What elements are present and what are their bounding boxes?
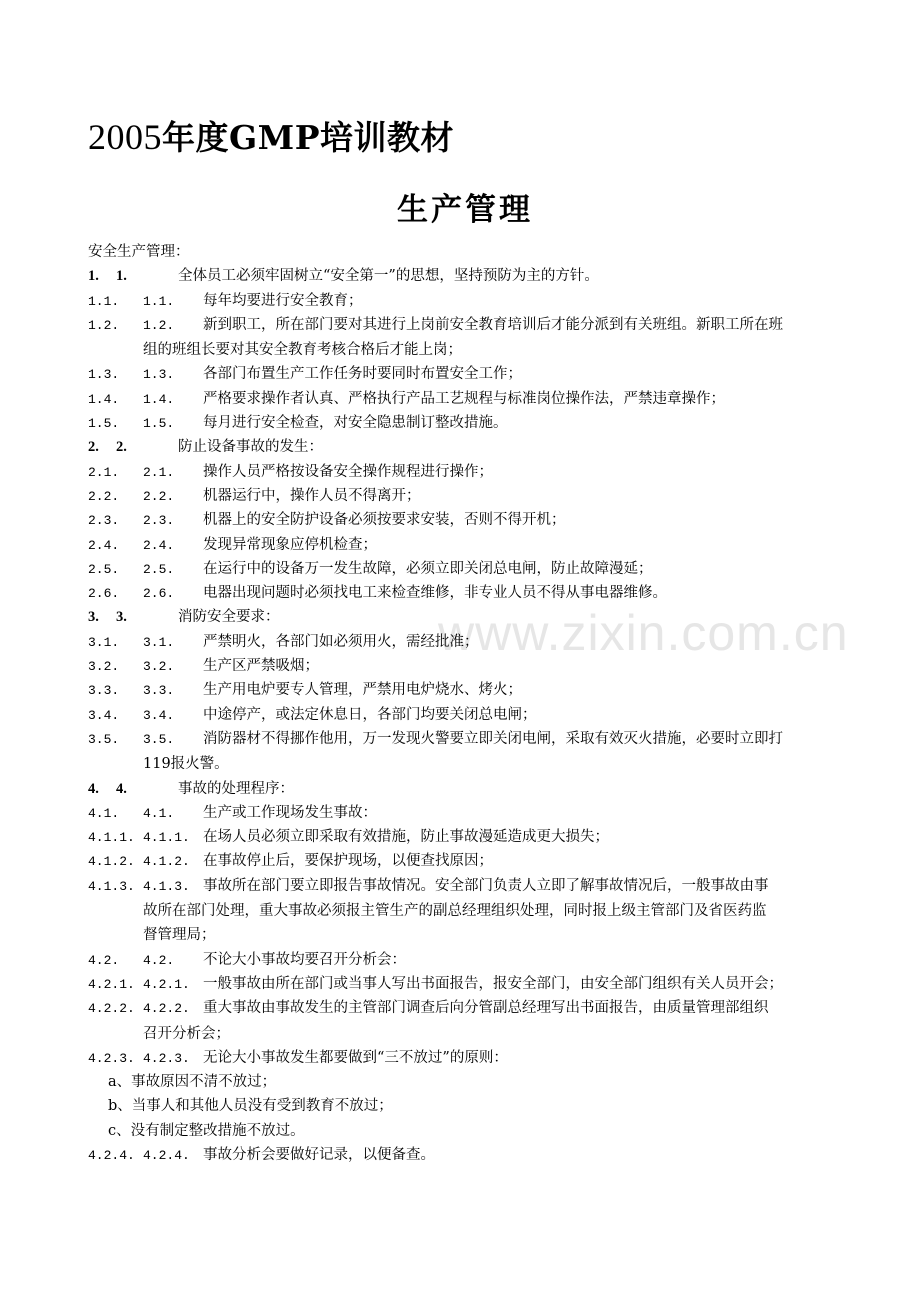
item-number: 4.2. — [88, 952, 120, 968]
item-number-repeat: 4.1. — [143, 805, 175, 821]
subsection-heading: 安全生产管理： — [88, 244, 190, 260]
list-item — [88, 557, 838, 581]
item-number: 4.1.2. — [88, 854, 135, 870]
list-item — [88, 1143, 838, 1167]
item-number-repeat: 1.2. — [143, 317, 175, 333]
item-number-repeat: 4.2.4. — [143, 1147, 190, 1163]
list-item — [88, 264, 838, 288]
item-number: 1. — [88, 268, 99, 285]
list-item — [88, 703, 838, 727]
item-number-repeat: 2.5. — [143, 561, 175, 577]
item-number: 4.2.2. — [88, 1001, 135, 1017]
item-number-repeat: 2.3. — [143, 513, 175, 529]
item-text: 每月进行安全检查，对安全隐患制订整改措施。 — [203, 415, 508, 432]
item-text: 在运行中的设备万一发生故障，必须立即关闭总电闸，防止故障漫延； — [203, 560, 653, 577]
item-text: 生产用电炉要专人管理，严禁用电炉烧水、烤火； — [203, 682, 522, 699]
watermark-text: www.zixin.com.cn — [438, 605, 849, 661]
item-number: 3.4. — [88, 707, 120, 723]
list-item — [88, 654, 838, 678]
item-number-repeat: 1.4. — [143, 391, 175, 407]
document-title — [88, 112, 454, 159]
item-number: 4.2.1. — [88, 976, 135, 992]
item-text: 机器上的安全防护设备必须按要求安装，否则不得开机； — [203, 512, 566, 529]
item-number-repeat: 4.2.2. — [143, 1001, 190, 1017]
item-number-repeat: 4.1.1. — [143, 830, 190, 846]
item-number: 2.6. — [88, 586, 120, 602]
item-number-repeat: 2.1. — [143, 464, 175, 480]
item-number-repeat: 4.2.1. — [143, 976, 190, 992]
item-number: 4.2.3. — [88, 1050, 135, 1066]
item-text: 消防器材不得挪作他用，万一发现火警要立即关闭电闸，采取有效灭火措施，必要时立即打 — [203, 730, 783, 747]
item-number-repeat: 4.2. — [143, 952, 175, 968]
item-number: 2.2. — [88, 488, 120, 504]
item-number: 2.3. — [88, 513, 120, 529]
item-text: 新到职工，所在部门要对其进行上岗前安全教育培训后才能分派到有关班组。新职工所在班 — [203, 316, 783, 333]
list-item — [88, 581, 838, 605]
item-number-repeat: 1.1. — [143, 293, 175, 309]
list-item — [88, 972, 838, 996]
item-number-repeat: 2.4. — [143, 537, 175, 553]
document-body — [88, 240, 838, 1167]
item-number-repeat: 1.3. — [143, 367, 175, 383]
list-item — [88, 777, 838, 801]
item-text: 各部门布置生产工作任务时要同时布置安全工作； — [203, 366, 522, 383]
item-number: 4.2.4. — [88, 1147, 135, 1163]
item-number: 4.1.3. — [88, 878, 135, 894]
item-number: 3. — [88, 609, 99, 626]
list-item — [88, 1046, 838, 1070]
item-text-continued: 故所在部门处理，重大事故必须报主管生产的副总经理组织处理，同时报上级主管部门及省医药监 — [143, 903, 767, 920]
list-item — [88, 630, 838, 654]
item-number: 1.1. — [88, 293, 120, 309]
list-item — [88, 801, 838, 825]
list-item — [88, 289, 838, 313]
item-text: 事故的处理程序： — [178, 780, 294, 797]
item-text: 在场人员必须立即采取有效措施，防止事故漫延造成更大损失； — [203, 829, 609, 846]
item-number-repeat: 2. — [116, 439, 127, 456]
list-sub-item: c、没有制定整改措施不放过。 — [108, 1122, 305, 1139]
title-text: 年度GMP培训教材 — [162, 118, 455, 157]
title-year: 2005 — [88, 117, 162, 157]
list-item — [88, 508, 838, 532]
item-text: 无论大小事故发生都要做到“三不放过”的原则： — [203, 1049, 508, 1066]
item-text: 防止设备事故的发生： — [178, 439, 323, 456]
item-text: 一般事故由所在部门或当事人写出书面报告，报安全部门，由安全部门组织有关人员开会； — [203, 975, 783, 992]
item-text: 重大事故由事故发生的主管部门调查后向分管副总经理写出书面报告，由质量管理部组织 — [203, 1000, 769, 1017]
item-number-repeat: 2.2. — [143, 488, 175, 504]
item-number: 3.2. — [88, 659, 120, 675]
item-text: 生产区严禁吸烟； — [203, 658, 319, 675]
item-number-repeat: 1. — [116, 268, 127, 285]
list-item — [88, 874, 838, 948]
list-item — [88, 533, 838, 557]
item-text: 每年均要进行安全教育； — [203, 292, 363, 309]
item-number-repeat: 3.4. — [143, 707, 175, 723]
item-text: 消防安全要求： — [178, 609, 280, 626]
item-text: 严格要求操作者认真、严格执行产品工艺规程与标准岗位操作法，严禁违章操作； — [203, 390, 725, 407]
list-item — [88, 362, 838, 386]
list-item — [88, 435, 838, 459]
item-number: 2. — [88, 439, 99, 456]
list-item — [88, 411, 838, 435]
item-text: 中途停产，或法定休息日，各部门均要关闭总电闸； — [203, 706, 537, 723]
item-number-repeat: 3.1. — [143, 634, 175, 650]
item-text-continued: 召开分析会； — [143, 1025, 230, 1042]
item-number: 3.3. — [88, 683, 120, 699]
item-number: 1.5. — [88, 416, 120, 432]
item-text: 生产或工作现场发生事故： — [203, 804, 377, 821]
section-title: 生产管理 — [397, 192, 533, 228]
list-item — [88, 948, 838, 972]
item-number-repeat: 2.6. — [143, 586, 175, 602]
item-text: 严禁明火，各部门如必须用火，需经批准； — [203, 633, 479, 650]
item-number: 2.1. — [88, 464, 120, 480]
item-number: 3.5. — [88, 731, 120, 747]
item-text: 全体员工必须牢固树立“安全第一”的思想，坚持预防为主的方针。 — [178, 268, 599, 285]
item-number: 2.5. — [88, 561, 120, 577]
item-number-repeat: 4.1.3. — [143, 878, 190, 894]
item-text: 操作人员严格按设备安全操作规程进行操作； — [203, 463, 493, 480]
item-text: 事故所在部门要立即报告事故情况。安全部门负责人立即了解事故情况后，一般事故由事 — [203, 877, 769, 894]
item-number-repeat: 4. — [116, 780, 127, 797]
item-number: 4. — [88, 780, 99, 797]
list-sub-item: b、当事人和其他人员没有受到教育不放过； — [108, 1098, 393, 1115]
item-number-repeat: 4.2.3. — [143, 1050, 190, 1066]
item-number-repeat: 1.5. — [143, 416, 175, 432]
item-text-continued: 督管理局； — [143, 927, 216, 944]
item-number: 1.4. — [88, 391, 120, 407]
item-number: 4.1. — [88, 805, 120, 821]
list-item — [88, 727, 838, 777]
list-item — [88, 996, 838, 1046]
list-item — [88, 313, 838, 363]
list-item — [88, 387, 838, 411]
item-number-repeat: 4.1.2. — [143, 854, 190, 870]
item-text: 发现异常现象应停机检查； — [203, 536, 377, 553]
item-number-repeat: 3. — [116, 609, 127, 626]
item-text: 电器出现问题时必须找电工来检查维修，非专业人员不得从事电器维修。 — [203, 585, 667, 602]
item-number: 1.3. — [88, 367, 120, 383]
item-number: 4.1.1. — [88, 830, 135, 846]
item-number-repeat: 3.5. — [143, 731, 175, 747]
list-item — [88, 605, 838, 629]
item-text: 在事故停止后，要保护现场，以便查找原因； — [203, 853, 493, 870]
item-number-repeat: 3.3. — [143, 683, 175, 699]
item-text-continued: 119报火警。 — [143, 756, 229, 773]
list-item — [88, 825, 838, 849]
list-sub-item: a、事故原因不清不放过； — [108, 1074, 277, 1091]
item-number-repeat: 3.2. — [143, 659, 175, 675]
list-item — [88, 678, 838, 702]
item-text: 不论大小事故均要召开分析会： — [203, 951, 406, 968]
item-number: 3.1. — [88, 634, 120, 650]
list-item — [88, 849, 838, 873]
list-item — [88, 460, 838, 484]
item-text: 机器运行中，操作人员不得离开； — [203, 487, 421, 504]
item-number: 2.4. — [88, 537, 120, 553]
item-number: 1.2. — [88, 317, 120, 333]
item-text: 事故分析会要做好记录，以便备查。 — [203, 1146, 435, 1163]
list-item — [88, 484, 838, 508]
item-text-continued: 组的班组长要对其安全教育考核合格后才能上岗； — [143, 342, 462, 359]
